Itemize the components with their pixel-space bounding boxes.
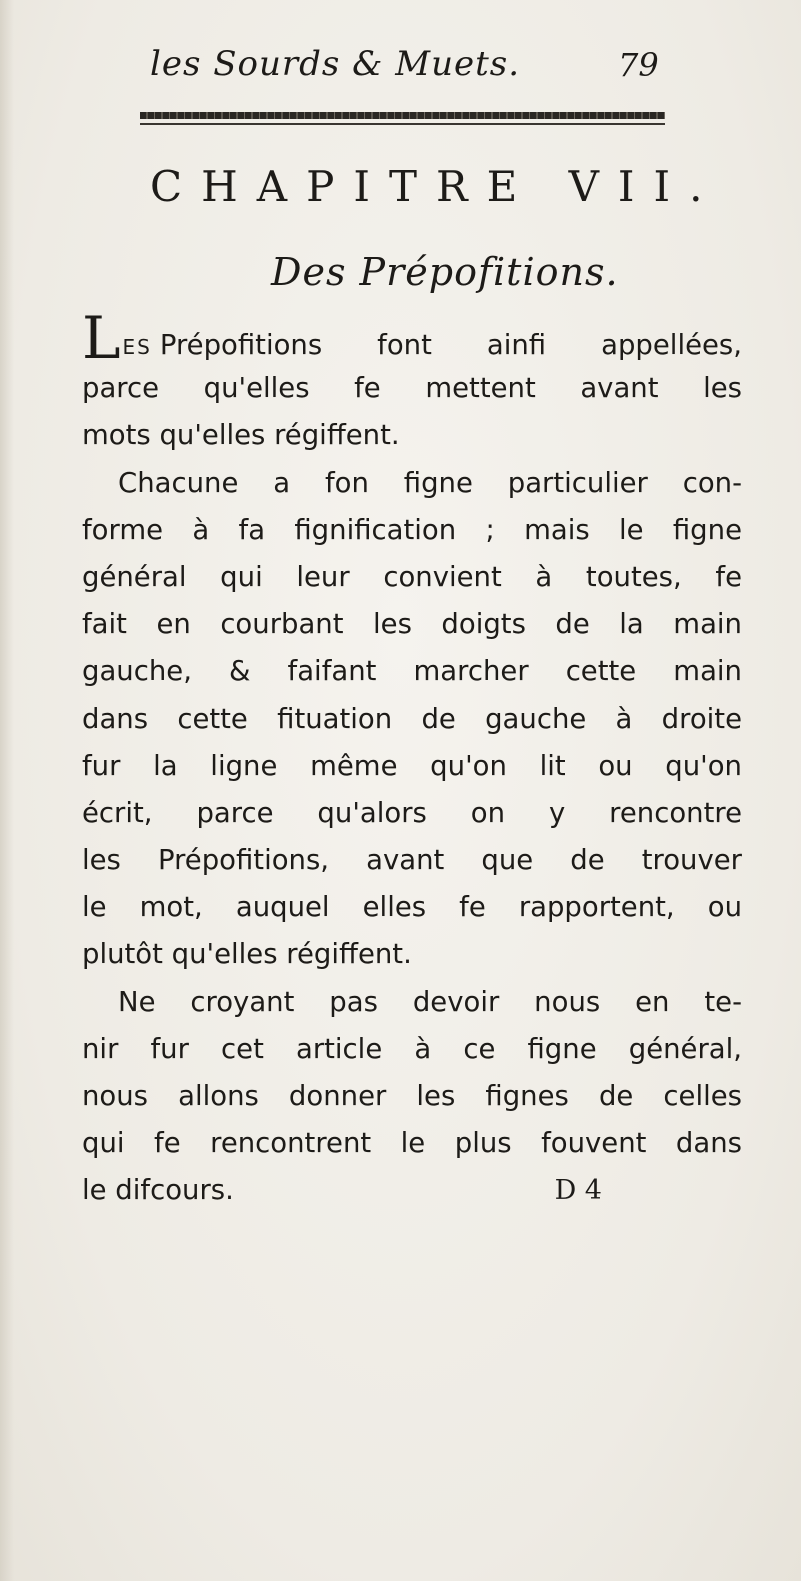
gutter-shadow <box>0 0 14 1581</box>
chapter-title: Des Prépofitions. <box>271 250 619 294</box>
paragraph-line: écrit, parce qu'alors on y rencontre <box>82 796 742 829</box>
line-text: Prépofitions font ainfi appellées, <box>159 329 742 361</box>
body-text <box>82 304 742 1215</box>
drop-cap: L <box>82 304 121 372</box>
signature-mark: D 4 <box>554 1175 602 1207</box>
paragraph-line: qui fe rencontrent le plus fouvent dans <box>82 1127 742 1160</box>
paragraph-line: le difcours. <box>82 1174 234 1207</box>
paragraph-line: fur la ligne même qu'on lit ou qu'on <box>82 749 742 782</box>
thin-rule <box>140 123 665 125</box>
paragraph-line: fait en courbant les doigts de la main <box>82 608 742 641</box>
paragraph-line: nous allons donner les fignes de celles <box>82 1080 742 1112</box>
running-title: les Sourds & Muets. <box>150 44 521 84</box>
paragraph-line: forme à fa fignification ; mais le figne <box>82 513 742 546</box>
paragraph-line: Ne croyant pas devoir nous en te- <box>118 985 742 1018</box>
paragraph-line: le mot, auquel elles fe rapportent, ou <box>82 891 742 924</box>
paragraph-line: général qui leur convient à toutes, fe <box>82 560 742 593</box>
paragraph-line <box>82 304 742 372</box>
paragraph-line: mots qu'elles régiffent. <box>82 419 400 452</box>
paragraph-line: Chacune a fon figne particulier con- <box>118 466 742 499</box>
paragraph-line: les Prépofitions, avant que de trouver <box>82 844 742 877</box>
paragraph-line: plutôt qu'elles régiffent. <box>82 938 412 971</box>
paragraph-line: nir fur cet article à ce figne général, <box>82 1032 742 1065</box>
page-number: 79 <box>618 46 659 84</box>
ornamental-rule <box>140 112 665 119</box>
paragraph-line: parce qu'elles fe mettent avant les <box>82 372 742 405</box>
paragraph-line: gauche, & faifant marcher cette main <box>82 655 742 688</box>
final-line <box>82 1167 742 1214</box>
running-head <box>0 44 801 94</box>
small-caps: ES <box>122 335 152 359</box>
chapter-heading: CHAPITRE VII. <box>150 162 722 211</box>
paragraph-line: dans cette fituation de gauche à droite <box>82 702 742 735</box>
